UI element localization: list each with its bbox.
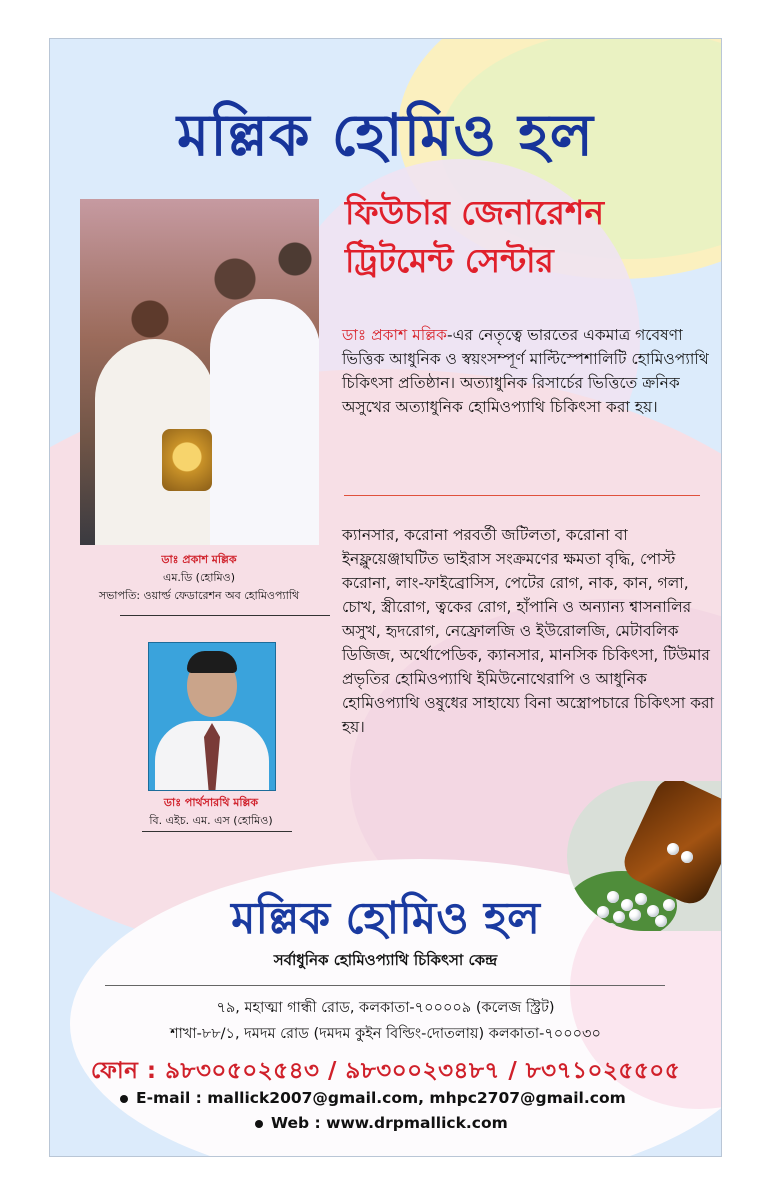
divider (344, 495, 700, 496)
bullet-icon (120, 1095, 128, 1103)
main-title: মল্লিক হোমিও হল (176, 101, 594, 169)
email-line (120, 1089, 626, 1107)
award-photo (80, 199, 319, 545)
divider (120, 615, 330, 616)
subtitle-line2: ট্রিটমেন্ট সেন্টার (345, 241, 554, 280)
address-main: ৭৯, মহাত্মা গান্ধী রোড, কলকাতা-৭০০০০৯ (কলেজ স্ট্রিট) (216, 1000, 555, 1016)
doctor1-name: ডাঃ প্রকাশ মল্লিক (161, 553, 237, 566)
web-line (255, 1114, 508, 1132)
doctor2-name: ডাঃ পার্থসারথি মল্লিক (163, 796, 259, 809)
footer-brand-name: মল্লিক হোমিও হল (231, 893, 540, 944)
footer-tagline: সর্বাধুনিক হোমিওপ্যাথি চিকিৎসা কেন্দ্র (273, 951, 498, 969)
intro-paragraph (342, 323, 722, 419)
doctor1-post: সভাপতি: ওয়ার্ল্ড ফেডারেশন অব হোমিওপ্যাথি (98, 589, 300, 602)
doctor2-photo (148, 642, 276, 791)
advertisement (49, 38, 722, 1157)
phone-numbers: ফোন : ৯৮৩০৫০২৫৪৩ / ৯৮৩০০২৩৪৮৭ / ৮৩৭১০২৫৫০৫ (90, 1058, 681, 1084)
intro-doctor-name: ডাঃ প্রকাশ মল্লিক (342, 326, 448, 344)
treatments-paragraph: ক্যানসার, করোনা পরবর্তী জটিলতা, করোনা বা ইনফ্লুয়েঞ্জাঘটিত ভাইরাস সংক্রমণের ক্ষমতা বৃদ্ধি, পোস্ট করোনা, লাং-ফাইব্রোসিস, পেটের রোগ, নাক, কান, গলা, চোখ, স্ত্রীরোগ, ত্বকের রোগ, হাঁপানি ও অন্যান্য শ্বাসনালির অসুখ, হৃদরোগ, নেফ্রোলজি ও ইউরোলজি, মেটাবলিক ডিজিজ, অর্থোপেডিক, ক্যানসার, মানসিক চিকিৎসা, টিউমার প্রভৃতির হোমিওপ্যাথি ইমিউনোথেরাপি ও আধুনিক হোমিওপ্যাথি ওষুধের সাহায্যে বিনা অস্ত্রোপচারে চিকিৎসা করা হয়। (342, 526, 715, 736)
subtitle (345, 189, 715, 285)
subtitle-line1: ফিউচার জেনারেশন (345, 193, 605, 232)
intro-text: -এর নেতৃত্বে ভারতের একমাত্র গবেষণা ভিত্তিক আধুনিক ও স্বয়ংসম্পূর্ণ মাল্টিস্পেশালিটি হোমিওপ্যাথি চিকিৎসা প্রতিষ্ঠান। অত্যাধুনিক রিসার্চের ভিত্তিতে ক্রনিক অসুখের অত্যাধুনিক হোমিওপ্যাথি চিকিৎসা করা হয়। (342, 326, 709, 416)
bullet-icon (255, 1120, 263, 1128)
web-text: Web : www.drpmallick.com (271, 1114, 508, 1132)
email-text: E-mail : mallick2007@gmail.com, mhpc2707@gmail.com (136, 1089, 626, 1107)
divider (105, 985, 665, 986)
address-branch: শাখা-৮৮/১, দমদম রোড (দমদম কুইন বিল্ডিং-দোতলায়) কলকাতা-৭০০০৩০ (170, 1026, 601, 1042)
doctor2-degree: বি. এইচ. এম. এস (হোমিও) (149, 814, 273, 827)
doctor1-degree: এম.ডি (হোমিও) (162, 571, 236, 584)
divider (142, 831, 292, 832)
